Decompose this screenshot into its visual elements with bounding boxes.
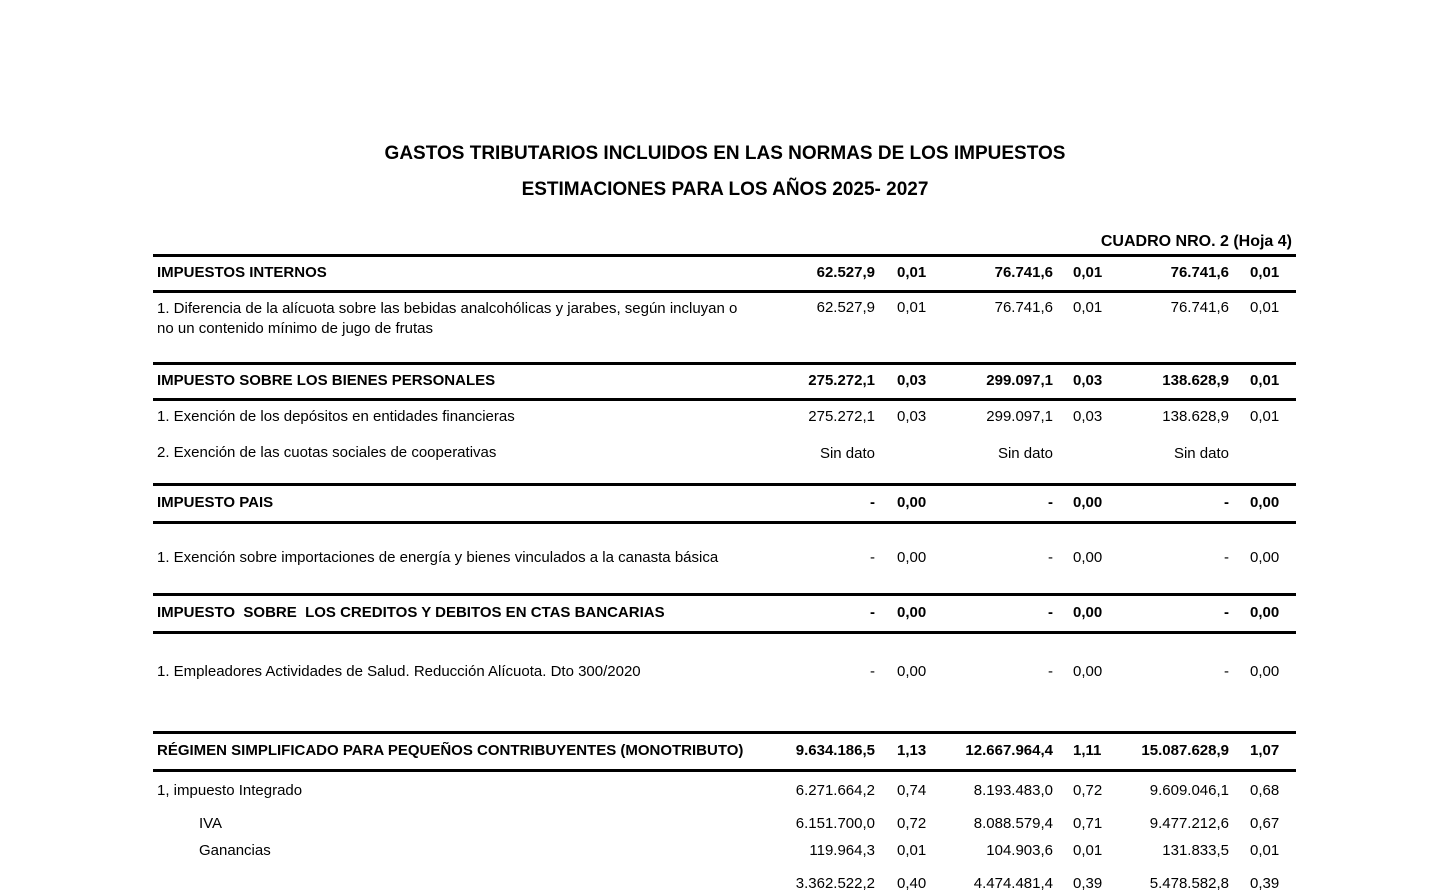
value-2025: 6.151.700,0: [795, 815, 875, 832]
value-2027: 9.477.212,6: [1149, 815, 1229, 832]
value-2025: -: [870, 604, 875, 621]
value-2025: 275.272,1: [808, 372, 875, 389]
pct-2027: 0,00: [1250, 494, 1280, 511]
row-label: IMPUESTO PAIS: [157, 494, 274, 511]
pct-2025: 0,01: [897, 264, 927, 281]
value-2027: 138.628,9: [1162, 408, 1229, 425]
pct-2027: 0,00: [1250, 663, 1280, 680]
pct-2026: 0,72: [1073, 782, 1103, 799]
value-2025: -: [870, 549, 875, 566]
row-label: Ganancias: [199, 842, 271, 859]
pct-2027: 0,01: [1250, 842, 1280, 859]
row-label: IMPUESTO SOBRE LOS CREDITOS Y DEBITOS EN CTAS BANCARIAS: [157, 604, 665, 621]
pct-2026: 0,00: [1073, 663, 1103, 680]
divider: [153, 290, 1296, 293]
pct-2026: 0,03: [1073, 372, 1103, 389]
pct-2025: 0,74: [897, 782, 927, 799]
pct-2025: 0,01: [897, 299, 927, 316]
row-label: 1. Empleadores Actividades de Salud. Reducción Alícuota. Dto 300/2020: [157, 663, 641, 680]
row-label: 1. Exención de los depósitos en entidades financieras: [157, 408, 515, 425]
value-2027: Sin dato: [1173, 445, 1229, 462]
value-2025: 9.634.186,5: [795, 742, 875, 759]
row-label: IVA: [199, 815, 223, 832]
pct-2026: 0,00: [1073, 549, 1103, 566]
pct-2025: 0,00: [897, 604, 927, 621]
page-subtitle: ESTIMACIONES PARA LOS AÑOS 2025- 2027: [521, 179, 929, 200]
value-2026: 76.741,6: [994, 299, 1053, 316]
pct-2026: 0,01: [1073, 264, 1103, 281]
value-2026: Sin dato: [997, 445, 1053, 462]
row-label: 1, impuesto Integrado: [157, 782, 303, 799]
pct-2025: 0,03: [897, 408, 927, 425]
pct-2026: 0,71: [1073, 815, 1103, 832]
value-2025: -: [870, 494, 875, 511]
value-2025: -: [870, 663, 875, 680]
pct-2025: 0,03: [897, 372, 927, 389]
value-2026: 8.088.579,4: [973, 815, 1053, 832]
pct-2025: 0,72: [897, 815, 927, 832]
divider: [153, 769, 1296, 772]
row-label: IMPUESTO SOBRE LOS BIENES PERSONALES: [157, 372, 496, 389]
pct-2027: 0,01: [1250, 408, 1280, 425]
pct-2026: 0,00: [1073, 494, 1103, 511]
value-2027: 15.087.628,9: [1141, 742, 1229, 759]
value-2026: -: [1048, 549, 1053, 566]
value-2026: 299.097,1: [986, 372, 1053, 389]
pct-2025: 0,00: [897, 549, 927, 566]
value-2026: 76.741,6: [994, 264, 1053, 281]
value-2025: 62.527,9: [816, 299, 875, 316]
pct-2027: 0,01: [1250, 372, 1280, 389]
value-2026: 12.667.964,4: [965, 742, 1053, 759]
pct-2027: 0,39: [1250, 875, 1280, 892]
value-2027: -: [1224, 604, 1229, 621]
pct-2027: 1,07: [1250, 742, 1280, 759]
pct-2027: 0,67: [1250, 815, 1280, 832]
value-2027: 9.609.046,1: [1149, 782, 1229, 799]
divider: [153, 631, 1296, 634]
pct-2027: 0,00: [1250, 549, 1280, 566]
pct-2026: 1,11: [1073, 742, 1102, 759]
value-2026: -: [1048, 604, 1053, 621]
divider: [153, 731, 1296, 734]
value-2025: 3.362.522,2: [795, 875, 875, 892]
table-caption: CUADRO NRO. 2 (Hoja 4): [1100, 233, 1292, 250]
pct-2026: 0,03: [1073, 408, 1103, 425]
pct-2027: 0,68: [1250, 782, 1280, 799]
value-2027: 76.741,6: [1170, 299, 1229, 316]
pct-2026: 0,01: [1073, 299, 1103, 316]
divider: [153, 521, 1296, 524]
row-label: RÉGIMEN SIMPLIFICADO PARA PEQUEÑOS CONTRIBUYENTES (MONOTRIBUTO): [157, 742, 744, 759]
divider: [153, 483, 1296, 486]
value-2025: 62.527,9: [816, 264, 875, 281]
value-2025: 6.271.664,2: [795, 782, 875, 799]
value-2026: -: [1048, 663, 1053, 680]
value-2026: 4.474.481,4: [973, 875, 1053, 892]
pct-2025: 0,00: [897, 663, 927, 680]
value-2026: 104.903,6: [986, 842, 1053, 859]
pct-2027: 0,00: [1250, 604, 1280, 621]
value-2027: 5.478.582,8: [1149, 875, 1229, 892]
value-2027: 138.628,9: [1162, 372, 1229, 389]
divider: [153, 593, 1296, 596]
value-2025: 275.272,1: [808, 408, 875, 425]
divider: [153, 398, 1296, 401]
divider: [153, 254, 1296, 257]
pct-2025: 1,13: [897, 742, 927, 759]
value-2027: -: [1224, 663, 1229, 680]
pct-2026: 0,01: [1073, 842, 1103, 859]
pct-2027: 0,01: [1250, 299, 1280, 316]
value-2027: 131.833,5: [1162, 842, 1229, 859]
row-label: 1. Diferencia de la alícuota sobre las bebidas analcohólicas y jarabes, según incluyan o no un contenido mínimo de jugo de frutas: [157, 300, 738, 337]
pct-2025: 0,01: [897, 842, 927, 859]
pct-2026: 0,00: [1073, 604, 1103, 621]
value-2026: 8.193.483,0: [973, 782, 1053, 799]
divider: [153, 362, 1296, 365]
value-2026: 299.097,1: [986, 408, 1053, 425]
value-2027: 76.741,6: [1170, 264, 1229, 281]
row-label: IMPUESTOS INTERNOS: [157, 264, 327, 281]
value-2026: -: [1048, 494, 1053, 511]
page-title: GASTOS TRIBUTARIOS INCLUIDOS EN LAS NORMAS DE LOS IMPUESTOS: [384, 143, 1066, 164]
pct-2026: 0,39: [1073, 875, 1103, 892]
pct-2025: 0,40: [897, 875, 927, 892]
pct-2027: 0,01: [1250, 264, 1280, 281]
row-label: 2. Exención de las cuotas sociales de cooperativas: [157, 444, 497, 461]
value-2025: Sin dato: [819, 445, 875, 462]
row-label: 1. Exención sobre importaciones de energía y bienes vinculados a la canasta básica: [157, 549, 719, 566]
value-2025: 119.964,3: [809, 842, 875, 859]
value-2027: -: [1224, 549, 1229, 566]
pct-2025: 0,00: [897, 494, 927, 511]
value-2027: -: [1224, 494, 1229, 511]
